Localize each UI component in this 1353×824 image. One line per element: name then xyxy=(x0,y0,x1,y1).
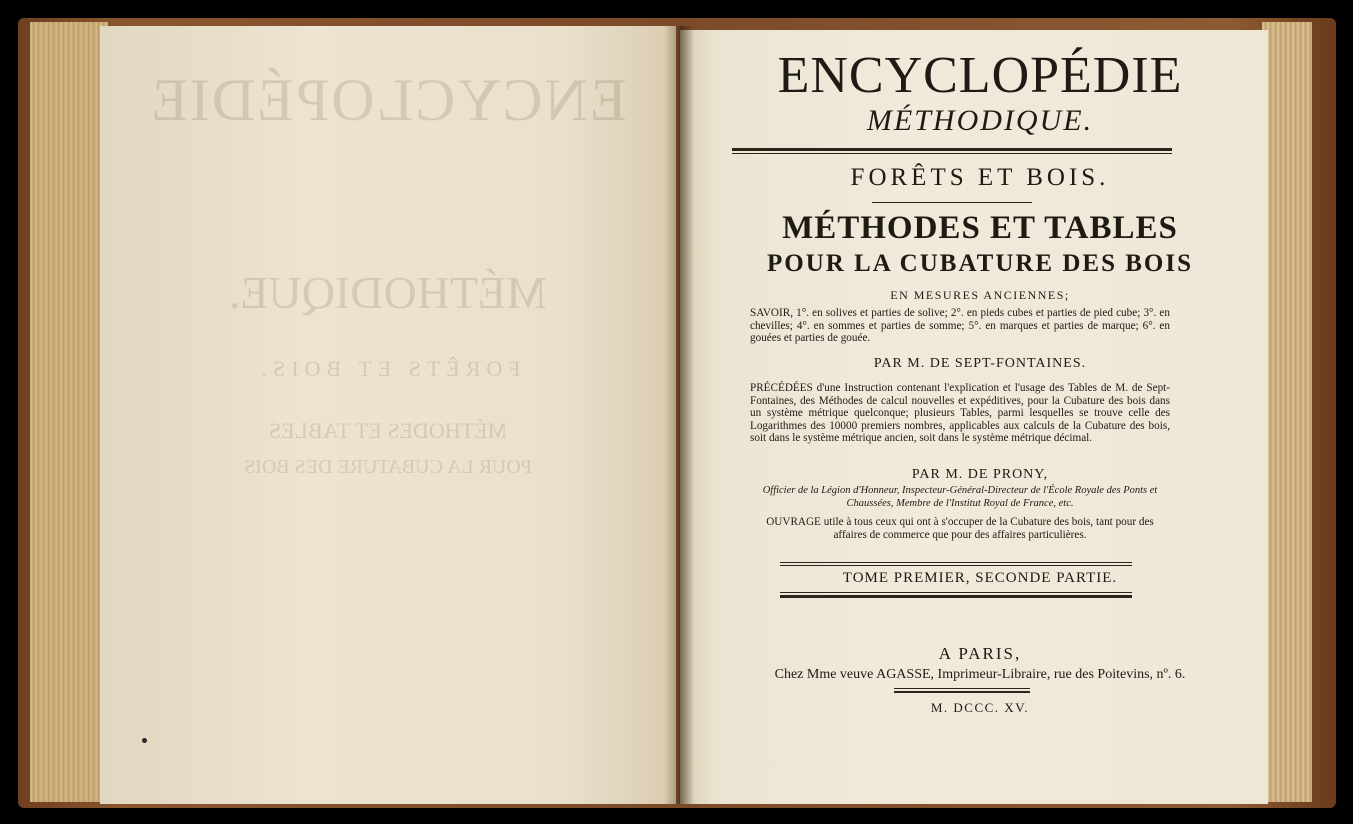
tome-rule-top-1 xyxy=(780,562,1132,563)
short-divider xyxy=(872,202,1032,203)
tome-rule-top-2 xyxy=(780,565,1132,566)
tome-rule-bottom-2 xyxy=(780,595,1132,598)
bleed-line-heading2: POUR LA CUBATURE DES BOIS xyxy=(244,456,532,478)
imprint-rule-2 xyxy=(894,691,1030,693)
precedees-paragraph: PRÉCÉDÉES d'une Instruction contenant l'explication et l'usage des Tables de M. de Sept-Fontaines, des Méthodes de calcul nouvelles et expéditives, pour la Cubature des bois dans un système métrique quelconque; plusieurs Tables, parmi lesquelles se trouve celle des Logarithmes des 10000 premiers nombres, applicables aux calculs de la Cubature des bois, soit dans le système métrique ancien, soit dans le système métrique décimal. xyxy=(750,382,1170,444)
tome-rule-bottom-1 xyxy=(780,592,1132,593)
divider-thick xyxy=(732,148,1172,151)
main-heading: MÉTHODES ET TABLES xyxy=(782,210,1178,246)
savoir-paragraph: SAVOIR, 1°. en solives et parties de solive; 2°. en pieds cubes et parties de pied cube; 3°. en chevilles; 4°. en sommes et parties de somme; 5°. en marques et parties de marque; 6°. en gouées et parties de gouée. xyxy=(750,307,1170,344)
author-prony: PAR M. DE PRONY, xyxy=(911,467,1049,482)
imprint-city: A PARIS, xyxy=(938,644,1022,663)
imprint-rule-1 xyxy=(894,688,1030,689)
book-gutter xyxy=(664,26,694,804)
left-page-bleed-through xyxy=(100,26,676,804)
ouvrage-paragraph: OUVRAGE utile à tous ceux qui ont à s'occuper de la Cubature des bois, tant pour des affaires de commerce que pour des affaires particulières. xyxy=(766,516,1154,541)
bleed-line-subject: FORÊTS ET BOIS. xyxy=(255,356,521,381)
bleed-line-heading: MÉTHODES ET TABLES xyxy=(268,418,508,443)
secondary-heading: POUR LA CUBATURE DES BOIS xyxy=(766,250,1193,277)
measures-line: EN MESURES ANCIENNES; xyxy=(890,288,1070,302)
bleed-line-title: ENCYCLOPÉDIE xyxy=(149,67,627,133)
right-page-edges xyxy=(1262,22,1312,802)
book-subtitle: MÉTHODIQUE. xyxy=(866,104,1094,137)
imprint-publisher: Chez Mme veuve AGASSE, Imprimeur-Libraire, rue des Poitevins, nº. 6. xyxy=(774,667,1186,682)
author-credentials: Officier de la Légion d'Honneur, Inspecteur-Général-Directeur de l'École Royale des Ponts et Chaussées, Membre de l'Institut Royal de France, etc. xyxy=(762,485,1158,509)
book-title: ENCYCLOPÉDIE xyxy=(777,47,1183,104)
divider-thin xyxy=(732,153,1172,154)
author-sept-fontaines: PAR M. DE SEPT-FONTAINES. xyxy=(873,356,1087,371)
left-page-edges xyxy=(30,22,108,802)
volume-label: TOME PREMIER, SECONDE PARTIE. xyxy=(842,570,1118,586)
bleed-line-subtitle: MÉTHODIQUE. xyxy=(228,267,548,318)
subject-heading: FORÊTS ET BOIS. xyxy=(850,164,1110,191)
imprint-date: M. DCCC. XV. xyxy=(930,700,1030,715)
ink-speck xyxy=(142,738,147,743)
